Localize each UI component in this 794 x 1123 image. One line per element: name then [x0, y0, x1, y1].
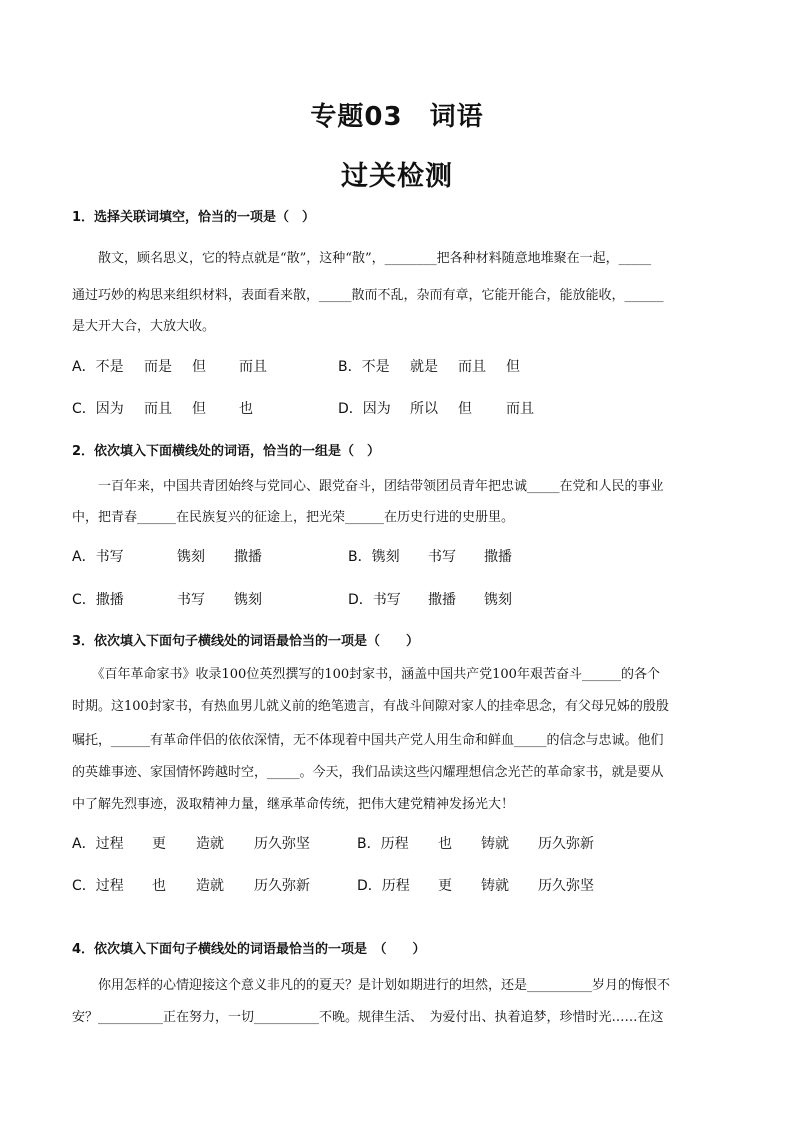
question-2-option-b[interactable]: B．镌刻: [348, 549, 400, 565]
option-word: 撒播: [484, 549, 512, 565]
question-3-passage-line: 时期。这100封家书，有热血男儿就义前的绝笔遗言，有战斗间隙对家人的挂牵思念，有父母兄姊的殷殷: [72, 699, 669, 714]
question-1-option-c[interactable]: C．因为: [72, 401, 124, 417]
question-4-stem: 4．依次填入下面句子横线处的词语最恰当的一项是 （ ）: [72, 942, 426, 957]
option-word: 也: [438, 836, 452, 852]
option-word: 铸就: [481, 836, 509, 852]
question-1-option-a[interactable]: A．不是: [72, 359, 124, 375]
page-title: 专题03 词语: [310, 102, 484, 132]
option-word: 而且: [458, 359, 486, 375]
option-word: 而是: [144, 359, 172, 375]
question-2-option-d[interactable]: D．书写: [348, 592, 401, 608]
option-word: 铸就: [481, 878, 509, 894]
option-word: 而且: [144, 401, 172, 417]
option-word: 也: [239, 401, 253, 417]
option-word: 但: [458, 401, 472, 417]
question-3-passage-line: 嘱托，______有革命伴侣的依依深情，无不体现着中国共产党人用生命和鲜血_____的信念与忠诚。他们: [72, 733, 664, 748]
option-word: 更: [438, 878, 452, 894]
question-3-option-d[interactable]: D．历程: [357, 878, 410, 894]
question-3-stem: 3．依次填入下面句子横线处的词语最恰当的一项是（ ）: [72, 634, 420, 649]
option-word: 但: [506, 359, 520, 375]
option-word: 也: [152, 878, 166, 894]
question-2-option-c[interactable]: C．撒播: [72, 592, 124, 608]
question-3-passage-line: 《百年革命家书》收录100位英烈撰写的100封家书，涵盖中国共产党100年艰苦奋斗______的各个: [72, 667, 660, 682]
question-1-option-d[interactable]: D．因为: [338, 401, 391, 417]
question-3-passage-line: 的英雄事迹、家国情怀跨越时空，_____。今天，我们品读这些闪耀理想信念光芒的革命家书，就是要从: [72, 765, 664, 780]
page-subtitle: 过关检测: [341, 161, 453, 192]
question-1-option-b[interactable]: B．不是: [338, 359, 390, 375]
option-word: 就是: [410, 359, 438, 375]
question-3-option-c[interactable]: C．过程: [72, 878, 124, 894]
question-3-passage-line: 中了解先烈事迹，汲取精神力量，继承革命传统，把伟大建党精神发扬光大！: [72, 797, 515, 812]
option-word: 镌刻: [484, 592, 512, 608]
option-word: 造就: [196, 878, 224, 894]
question-2-passage-line: 中，把青春______在民族复兴的征途上，把光荣______在历史行进的史册里。: [72, 510, 515, 525]
option-word: 镌刻: [234, 592, 262, 608]
option-word: 撒播: [428, 592, 456, 608]
question-1-stem: 1．选择关联词填空，恰当的一项是（ ）: [72, 210, 316, 225]
option-word: 历久弥新: [538, 836, 594, 852]
option-word: 历久弥坚: [254, 836, 310, 852]
question-1-passage-line: 通过巧妙的构思来组织材料，表面看来散，_____散而不乱，杂而有章，它能开能合，能放能收，______: [72, 288, 664, 303]
question-2-passage-line: 一百年来，中国共青团始终与党同心、跟党奋斗，团结带领团员青年把忠诚_____在党和人民的事业: [72, 479, 664, 494]
option-word: 但: [192, 359, 206, 375]
option-word: 但: [192, 401, 206, 417]
question-2-stem: 2．依次填入下面横线处的词语，恰当的一组是（ ）: [72, 444, 381, 459]
option-word: 更: [152, 836, 166, 852]
question-4-passage-line: 你用怎样的心情迎接这个意义非凡的的夏天？是计划如期进行的坦然，还是__________岁月的悔恨不: [72, 978, 671, 993]
option-word: 撒播: [234, 549, 262, 565]
option-word: 历久弥新: [254, 878, 310, 894]
option-word: 书写: [177, 592, 205, 608]
question-3-option-b[interactable]: B．历程: [357, 836, 409, 852]
option-word: 造就: [196, 836, 224, 852]
option-word: 镌刻: [177, 549, 205, 565]
question-4-passage-line: 安？__________正在努力，一切__________不晚。规律生活、 为爱付出、执着追梦，珍惜时光……在这: [72, 1010, 664, 1025]
question-2-option-a[interactable]: A．书写: [72, 549, 124, 565]
option-word: 历久弥坚: [538, 878, 594, 894]
question-1-passage-line: 是大开大合，大放大收。: [72, 319, 216, 334]
question-3-option-a[interactable]: A．过程: [72, 836, 124, 852]
question-1-passage-line: 散文，顾名思义，它的特点就是“散”，这种“散”，________把各种材料随意地堆聚在一起，_____: [72, 251, 652, 266]
option-word: 而且: [239, 359, 267, 375]
option-word: 所以: [410, 401, 438, 417]
option-word: 而且: [506, 401, 534, 417]
option-word: 书写: [428, 549, 456, 565]
